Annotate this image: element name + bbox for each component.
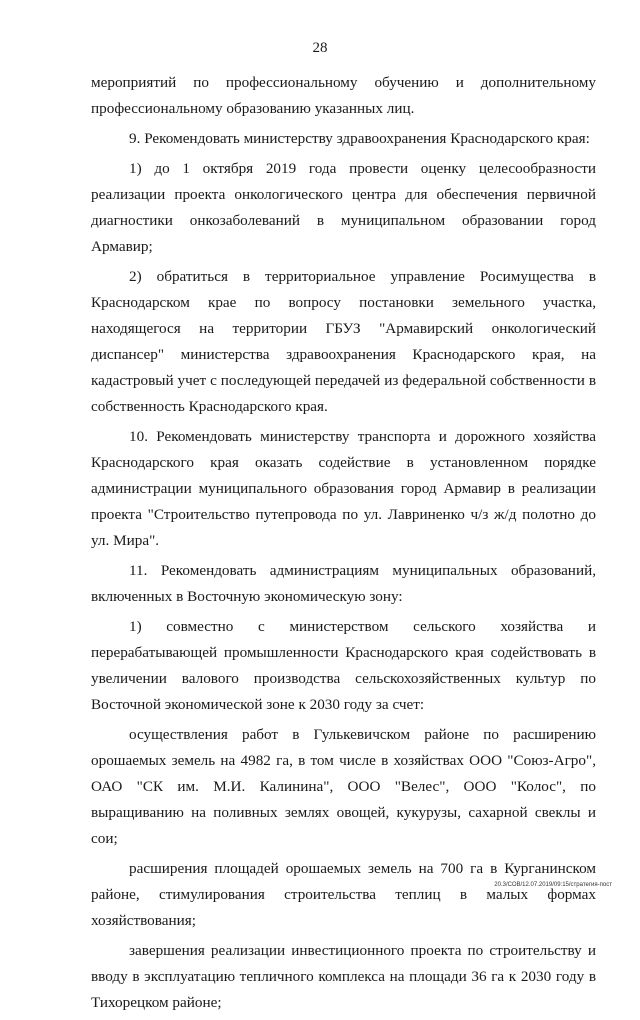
document-body: [91, 70, 596, 1020]
paragraph-continuation: мероприятий по профессиональному обучению и дополнительному профессиональному образованию указанных лиц.: [91, 74, 596, 117]
paragraph-tikhoretsk: завершения реализации инвестиционного проекта по строительству и вводу в эксплуатацию тепличного комплекса на площади 36 га к 2030 году в Тихорецком районе;: [91, 942, 596, 1011]
page-number: 28: [312, 40, 328, 56]
paragraph-gulkevichi: осуществления работ в Гулькевичском районе по расширению орошаемых земель на 4982 га, в том числе в хозяйствах ООО "Союз-Агро", ОАО "СК им. М.И. Калинина", ООО "Велес", ООО "Колос", по выращиванию на поливных землях овощей, кукурузы, сахарной свеклы и сои;: [91, 726, 596, 847]
paragraph-item-9: 9. Рекомендовать министерству здравоохранения Краснодарского края:: [129, 130, 590, 147]
paragraph-item-11: 11. Рекомендовать администрациям муниципальных образований, включенных в Восточную экономическую зону:: [91, 562, 596, 605]
paragraph-item-10: 10. Рекомендовать министерству транспорта и дорожного хозяйства Краснодарского края оказать содействие в установленном порядке администрации муниципального образования город Армавир в реализации проекта "Строительство путепровода по ул. Лавриненко ч/з ж/д полотно до ул. Мира".: [91, 428, 596, 549]
paragraph-item-9-1: 1) до 1 октября 2019 года провести оценку целесообразности реализации проекта онкологического центра для обеспечения первичной диагностики онкозаболеваний в муниципальном образовании город Армавир;: [91, 160, 596, 255]
paragraph-item-9-2: 2) обратиться в территориальное управление Росимущества в Краснодарском крае по вопросу постановки земельного участка, находящегося на территории ГБУЗ "Армавирский онкологический диспансер" министерства здравоохранения Краснодарского края, на кадастровый учет с последующей передачей из федеральной собственности в собственность Краснодарского края.: [91, 268, 596, 415]
paragraph-kurganinsk: расширения площадей орошаемых земель на 700 га в Курганинском районе, стимулирования строительства теплиц в малых формах хозяйствования;: [91, 860, 596, 929]
footer-code: 20.3/СОВ/12.07.2019/09:15/стратегия-пост: [494, 882, 612, 888]
paragraph-item-11-1: 1) совместно с министерством сельского хозяйства и перерабатывающей промышленности Краснодарского края содействовать в увеличении валового производства сельскохозяйственных культур по Восточной экономической зоне к 2030 году за счет:: [91, 618, 596, 713]
